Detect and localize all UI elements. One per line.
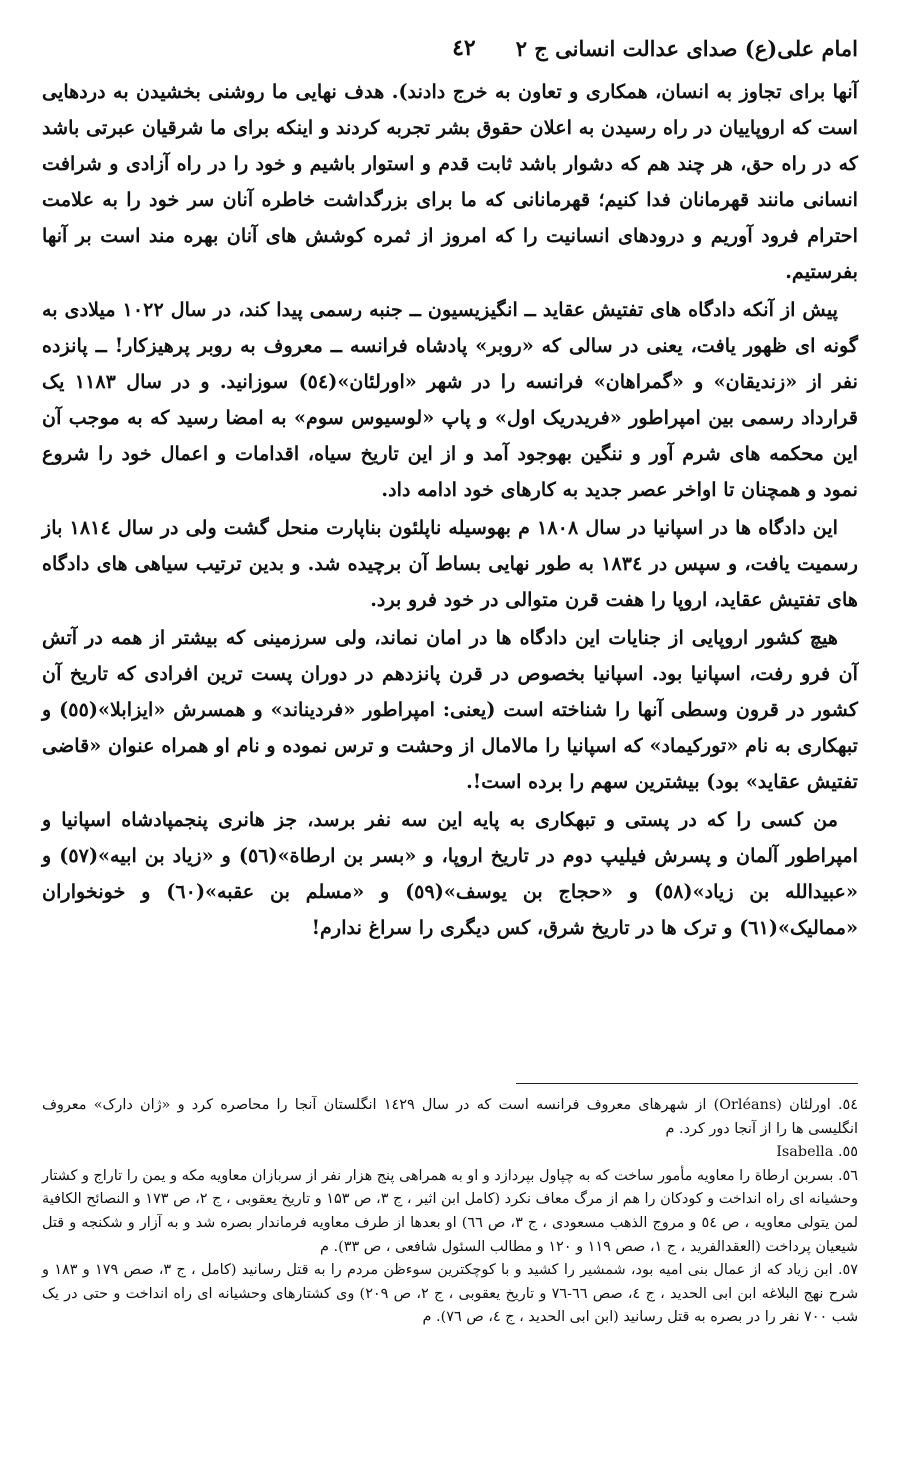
footnote-divider bbox=[516, 1083, 858, 1084]
footnote-56: ٥٦. بسربن ارطاة را معاویه مأمور ساخت که به چپاول بپردازد و او به همراهی پنج هزار نفر از سربازان معاویه مکه و یمن را تاراج و کشتار وحشیانه ای راه انداخت و کودکان را هم از مرگ معاف نکرد (کامل ابن اثیر ، ج ۳، ص ۱۵۳ و تاریخ یعقوبی ، ج ۲، ص ۱۷۳ و النصائح الکافیة لمن یتولی معاویه ، ص ٥٤ و مروج الذهب مسعودی ، ج ۳، ص ٦٦) او بعدها از طرف معاویه فرماندار بصره شد و به آزار و شکنجه و قتل شیعیان پرداخت (العقدالفرید ، ج ۱، صص ۱۱۹ و ۱۲۰ و مطالب السئول شافعی ، ص ۳۳). م bbox=[42, 1167, 858, 1255]
paragraph-1: آنها برای تجاوز به انسان، همکاری و تعاون به خرج دادند). هدف نهایی ما روشنی بخشیدن به دردهایی است که اروپاییان در راه رسیدن به اعلان حقوق بشر تجربه کردند و اینکه برای ما شرقیان عبرتی باشد که در راه حق، هر چند هم که دشوار باشد ثابت قدم و استوار باشیم و خود را در راه آزادی و شرافت انسانی مانند قهرمانان فدا کنیم؛ قهرمانانی که ما برای بزرگداشت خاطره آنان سر خود را به علامت احترام فرود آوریم و درودهای انسانیت را که امروز از ثمره کوشش های آنان بهره مند است بر آنها بفرستیم. bbox=[42, 80, 858, 283]
main-text bbox=[42, 74, 858, 948]
page-number: ٤٢ bbox=[452, 35, 476, 61]
running-title: امام علی(ع) صدای عدالت انسانی ج ۲ bbox=[515, 35, 858, 61]
paragraph-4: هیچ کشور اروپایی از جنایات این دادگاه ها در امان نماند، ولی سرزمینی که بیشتر از همه در آتش آن فرو رفت، اسپانیا بود. اسپانیا بخصوص در قرن پانزدهم در دوران پست ترین افرادی که تاریخ آن کشور در قرون وسطی آنها را شناخته است (یعنی: امپراطور «فردیناند» و همسرش «ایزابلا»(٥٥) و تبهکاری به نام «تورکیماد» که اسپانیا را مالامال از وحشت و ترس نموده و نام او همراه عنوان «قاضی تفتیش عقاید» بود) بیشترین سهم را برده است!. bbox=[42, 626, 859, 793]
footnote-57: ٥٧. ابن زیاد که از عمال بنی امیه بود، شمشیر را کشید و با کوچکترین سوءظن مردم را به قتل رسانید (کامل ، ج ۳، صص ۱۷۹ و ۱۸۳ و شرح نهج البلاغه ابن ابی الحدید ، ج ٤، صص ٦٦-٧٦ و تاریخ یعقوبی ، ج ۲، ص ۲۰۹) وی کشتارهای وحشیانه ای راه انداخت و حتی در یک شب ۷۰۰ نفر را در بصره به قتل رسانید (ابن ابی الحدید ، ج ٤، ص ٧٦). م bbox=[42, 1262, 859, 1326]
footnotes bbox=[42, 1094, 858, 1330]
footnote-55: ٥٥. Isabella bbox=[776, 1144, 858, 1161]
paragraph-2: پیش از آنکه دادگاه های تفتیش عقاید ــ انگیزیسیون ــ جنبه رسمی پیدا کند، در سال ۱۰۲۲ میلادی به گونه ای ظهور یافت، یعنی در سالی که «روبر» پادشاه فرانسه ــ معروف به روبر پرهیزکار! ــ پانزده نفر از «زندیقان» و «گمراهان» فرانسه را در شهر «اورلئان»(٥٤) سوزانید. و در سال ۱۱۸۳ یک قرارداد رسمی بین امپراطور «فریدریک اول» و پاپ «لوسیوس سوم» به امضا رسید که به موجب آن این محکمه های شرم آور و ننگین بهوجود آمد و از این تاریخ سیاه، اقدامات و اعمال خود را شروع نمود و همچنان تا اواخر عصر جدید به کارهای خود ادامه داد. bbox=[42, 298, 858, 501]
paragraph-3: این دادگاه ها در اسپانیا در سال ۱۸۰۸ م بهوسیله ناپلئون بناپارت منحل گشت ولی در سال ۱۸۱٤ باز رسمیت یافت، و سپس در ۱۸۳٤ به طور نهایی بساط آن برچیده شد. و بدین ترتیب سیاهی های دادگاه های تفتیش عقاید، اروپا را هفت قرن متوالی در خود فرو برد. bbox=[42, 516, 858, 611]
paragraph-5: من کسی را که در پستی و تبهکاری به پایه این سه نفر برسد، جز هانری پنجمپادشاه اسپانیا و امپراطور آلمان و پسرش فیلیپ دوم در تاریخ اروپا، و «بسر بن ارطاة»(٥٦) و «زیاد بن ابیه»(٥٧) و «عبیدالله بن زیاد»(٥٨) و «حجاج بن یوسف»(٥٩) و «مسلم بن عقبه»(٦٠) و خونخواران «ممالیک»(٦١) و ترک ها در تاریخ شرق، کس دیگری را سراغ ندارم! bbox=[42, 808, 858, 939]
page-header bbox=[42, 30, 858, 66]
footnote-54: ٥٤. اورلئان (Orléans) از شهرهای معروف فرانسه است که در سال ۱٤۲۹ انگلستان آنجا را محاصره کرد و «ژان دارک» معروف انگلیسی ها را از آنجا دور کرد. م bbox=[42, 1097, 858, 1137]
